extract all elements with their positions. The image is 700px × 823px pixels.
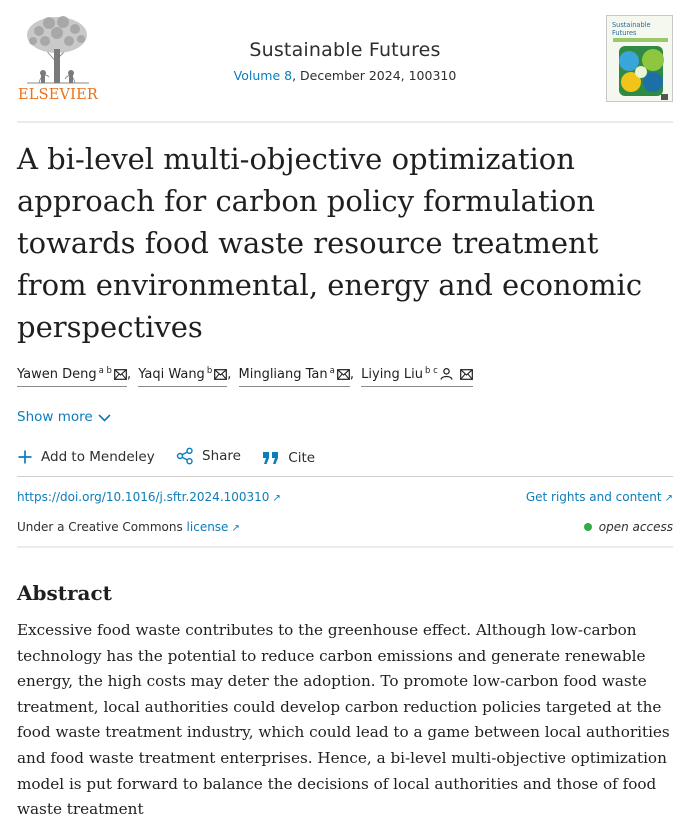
abstract-text: Excessive food waste contributes to the greenhouse effect. Although low-carbon technology has the potential to reduce carbon emissions and generate renewable energy, the high costs may deter the adoption. To promote low-carbon food waste treatment, local authorities could develop carbon reduction policies targeted at the food waste treatment industry, which could lead to a game between local authorities and food waste treatment enterprises. Hence, a bi-level multi-objective optimization model is put forward to balance the decisions of local authorities and those of food waste treatment [17,621,670,819]
email-icon [460,369,473,384]
author-separator: , [227,367,232,382]
abstract-heading: Abstract [17,581,112,605]
rights-text: Get rights and content [525,490,662,504]
external-link-icon: ↗ [664,493,673,504]
open-access-label: open access [598,520,673,534]
plus-icon [17,449,33,465]
email-icon [337,369,350,384]
author-separator: , [126,367,132,382]
author-name: Yaqi Wang [138,367,205,382]
author-name: Mingliang Tan [238,367,328,382]
author-affiliation: b c [425,366,438,376]
license-link-text: license [186,520,229,534]
show-more-label: Show more [17,409,93,425]
author-2[interactable] [138,366,227,387]
author-separator: , [349,367,354,382]
doi-text: https://doi.org/10.1016/j.sftr.2024.100310 [17,490,270,504]
license-notice [17,520,240,534]
open-access-badge [584,520,673,534]
license-link[interactable] [187,520,240,534]
author-affiliation: a [329,366,335,376]
share-icon [176,447,194,465]
add-to-mendeley-button[interactable] [17,449,155,465]
author-list [17,366,473,387]
cite-label: Cite [288,450,316,466]
quote-icon [262,451,280,465]
cover-title-line1: Sustainable [612,21,651,29]
journal-name[interactable]: Sustainable Futures [249,39,441,61]
volume-link[interactable]: Volume 8 [233,68,293,83]
person-icon [440,368,453,384]
email-icon [114,369,127,384]
author-3[interactable] [239,366,350,387]
journal-cover[interactable] [606,15,673,102]
author-name: Yawen Deng [17,367,97,382]
cover-title-line2: Futures [612,28,637,37]
rights-link[interactable] [526,490,673,504]
cover-art-icon [607,16,674,103]
header-divider [17,121,673,123]
cite-button[interactable] [262,450,315,466]
license-prefix: Under a Creative Commons [17,520,187,534]
author-4[interactable] [361,366,473,387]
section-divider [17,546,673,548]
journal-info [17,39,673,83]
issue-details: , December 2024, 100310 [292,68,457,83]
author-name: Liying Liu [361,367,424,382]
share-button[interactable] [176,447,241,465]
actions-divider [17,476,673,477]
journal-meta [17,68,673,83]
external-link-icon: ↗ [231,523,240,534]
doi-link[interactable] [17,490,281,504]
mendeley-label: Add to Mendeley [41,449,155,465]
author-affiliation: a b [98,366,112,376]
article-actions [17,447,332,469]
chevron-down-icon [98,414,111,422]
author-1[interactable] [17,366,127,387]
open-access-dot-icon [584,523,592,531]
email-icon [214,369,227,384]
article-title: A bi-level multi-objective optimization approach for carbon policy formulation towards food waste resource treatment from environmental, energy and economic perspectives [17,142,643,344]
show-more-button[interactable] [17,409,111,425]
publisher-name: ELSEVIER [17,87,99,103]
external-link-icon: ↗ [272,493,281,504]
author-affiliation: b [206,366,213,376]
journal-header [17,13,673,109]
share-label: Share [202,448,241,464]
